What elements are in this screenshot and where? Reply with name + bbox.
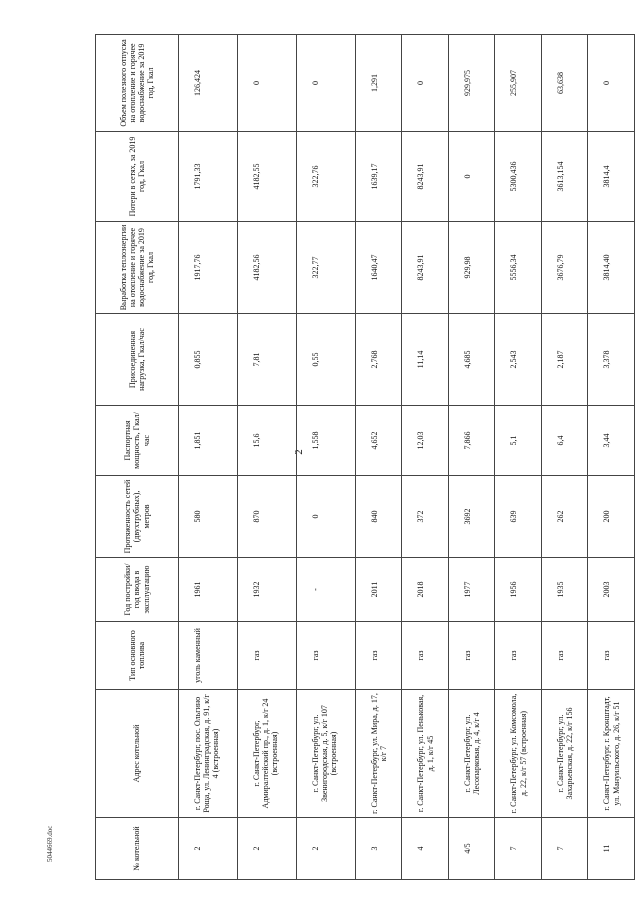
- table-cell: 11: [588, 818, 635, 880]
- table-cell: 6,4: [541, 406, 588, 476]
- header-cell: Присоединенная нагрузка, Гкал/час: [96, 314, 179, 406]
- table-cell: 870: [237, 476, 296, 558]
- table-cell: 3: [355, 818, 402, 880]
- header-cell: Год постройки/ год ввода в эксплуатацию: [96, 558, 179, 622]
- header-cell: Объем полезного отпуска на отопление и горячее водоснабжение за 2019 год, Гкал: [96, 35, 179, 132]
- table-cell: 4182,55: [237, 132, 296, 222]
- table-cell: 4/5: [448, 818, 495, 880]
- table-cell: 5556,34: [495, 222, 542, 314]
- table-cell: 0: [296, 35, 355, 132]
- table-header-row: [96, 35, 179, 880]
- table-cell: 8243,91: [402, 132, 449, 222]
- table-cell: 3613,154: [541, 132, 588, 222]
- table-cell: 1956: [495, 558, 542, 622]
- address-cell: г. Санкт-Петербург, ул. Комсомола, д. 22, к/г 57 (встроенная): [495, 690, 542, 818]
- address-cell: г. Санкт-Петербург, Адмиралтейский пр., д. 1, к/г 24 (встроенная): [237, 690, 296, 818]
- table-cell: 2: [179, 818, 238, 880]
- table-body: [179, 35, 635, 880]
- table-cell: 1639,17: [355, 132, 402, 222]
- footer-filename: 5044669.doc: [46, 825, 54, 862]
- table-cell: 0: [296, 476, 355, 558]
- table-cell: 929,98: [448, 222, 495, 314]
- table-row: [588, 35, 635, 880]
- table-cell: 262: [541, 476, 588, 558]
- page-number: 2: [292, 449, 305, 455]
- table-row: [179, 35, 238, 880]
- table-cell: 0: [588, 35, 635, 132]
- table-cell: 929,975: [448, 35, 495, 132]
- table-cell: 639: [495, 476, 542, 558]
- table-cell: 2,543: [495, 314, 542, 406]
- table-cell: газ: [237, 622, 296, 690]
- header-cell: Адрес котельной: [96, 690, 179, 818]
- table-cell: газ: [495, 622, 542, 690]
- table-cell: 4182,56: [237, 222, 296, 314]
- table-cell: 63,638: [541, 35, 588, 132]
- table-cell: 7,866: [448, 406, 495, 476]
- table-cell: 3676,79: [541, 222, 588, 314]
- table-cell: газ: [355, 622, 402, 690]
- address-cell: г. Санкт-Петербург, ул. Пеньковая, д. 1, к/г 45: [402, 690, 449, 818]
- table-row: [448, 35, 495, 880]
- table-cell: 2003: [588, 558, 635, 622]
- table-cell: 1640,47: [355, 222, 402, 314]
- table-cell: 3814,4: [588, 132, 635, 222]
- table-row: [495, 35, 542, 880]
- table-cell: 2: [237, 818, 296, 880]
- table-cell: 1,851: [179, 406, 238, 476]
- table-cell: 322,76: [296, 132, 355, 222]
- table-cell: 1961: [179, 558, 238, 622]
- table-cell: 0: [402, 35, 449, 132]
- table-cell: 3,378: [588, 314, 635, 406]
- table-cell: 3814,40: [588, 222, 635, 314]
- table-row: [237, 35, 296, 880]
- table-cell: 8243,91: [402, 222, 449, 314]
- table-cell: 7: [495, 818, 542, 880]
- table-cell: 200: [588, 476, 635, 558]
- table-cell: 0: [237, 35, 296, 132]
- table-cell: уголь каменный: [179, 622, 238, 690]
- header-cell: № котельной: [96, 818, 179, 880]
- table-cell: 1791,33: [179, 132, 238, 222]
- header-cell: Выработка теплоэнергии на отопление и горячее водоснабжение за 2019 год, Гкал: [96, 222, 179, 314]
- table-cell: 1935: [541, 558, 588, 622]
- table-cell: 5,1: [495, 406, 542, 476]
- table-row: [296, 35, 355, 880]
- address-cell: г. Санкт-Петербург, ул. Мира, д. 17, к/г 7: [355, 690, 402, 818]
- table-cell: 2,768: [355, 314, 402, 406]
- table-cell: 4,685: [448, 314, 495, 406]
- address-cell: г. Санкт-Петербург, пос. Ольгино Роща, ул. Ленинградская, д. 91, к/г 4 (встроенная): [179, 690, 238, 818]
- table-cell: 1977: [448, 558, 495, 622]
- rotated-table-wrapper: [95, 35, 635, 880]
- table-cell: 3692: [448, 476, 495, 558]
- table-cell: -: [296, 558, 355, 622]
- table-cell: 12,03: [402, 406, 449, 476]
- table-cell: 2,187: [541, 314, 588, 406]
- address-cell: г. Санкт-Петербург, ул. Звенигородская, д. 5, к/г 107 (встроенная): [296, 690, 355, 818]
- table-cell: 1,291: [355, 35, 402, 132]
- header-cell: Потери в сетях, за 2019 год, Гкал: [96, 132, 179, 222]
- table-cell: 0,55: [296, 314, 355, 406]
- table-row: [541, 35, 588, 880]
- table-cell: 372: [402, 476, 449, 558]
- table-cell: 255,907: [495, 35, 542, 132]
- boiler-table: [95, 34, 635, 880]
- address-cell: г. Санкт-Петербург, ул. Лесопарковая, д. 4, к/г 4: [448, 690, 495, 818]
- address-cell: г. Санкт-Петербург, г. Кронштадт, ул. Мануильского, д. 26, к/г 51: [588, 690, 635, 818]
- table-cell: 5300,436: [495, 132, 542, 222]
- address-cell: г. Санкт-Петербург, ул. Захарьевская, д. 22, к/г 156: [541, 690, 588, 818]
- table-cell: газ: [296, 622, 355, 690]
- table-cell: 1917,76: [179, 222, 238, 314]
- table-cell: 580: [179, 476, 238, 558]
- table-cell: 322,77: [296, 222, 355, 314]
- table-cell: 4: [402, 818, 449, 880]
- table-cell: 11,14: [402, 314, 449, 406]
- table-cell: 0: [448, 132, 495, 222]
- table-cell: 126,424: [179, 35, 238, 132]
- table-cell: 7,81: [237, 314, 296, 406]
- table-cell: газ: [588, 622, 635, 690]
- table-cell: 2: [296, 818, 355, 880]
- table-cell: 4,652: [355, 406, 402, 476]
- header-cell: Протяженность сетей (двухтрубных), метров: [96, 476, 179, 558]
- table-cell: 840: [355, 476, 402, 558]
- table-cell: газ: [402, 622, 449, 690]
- header-cell: Паспортная мощность, Гкал/час: [96, 406, 179, 476]
- table-cell: газ: [448, 622, 495, 690]
- table-cell: 1,558: [296, 406, 355, 476]
- table-cell: 2018: [402, 558, 449, 622]
- table-cell: 1932: [237, 558, 296, 622]
- header-cell: Тип основного топлива: [96, 622, 179, 690]
- table-cell: 15,6: [237, 406, 296, 476]
- table-row: [402, 35, 449, 880]
- table-cell: 3,44: [588, 406, 635, 476]
- table-cell: 0,855: [179, 314, 238, 406]
- table-cell: 7: [541, 818, 588, 880]
- table-cell: 2011: [355, 558, 402, 622]
- table-cell: газ: [541, 622, 588, 690]
- table-row: [355, 35, 402, 880]
